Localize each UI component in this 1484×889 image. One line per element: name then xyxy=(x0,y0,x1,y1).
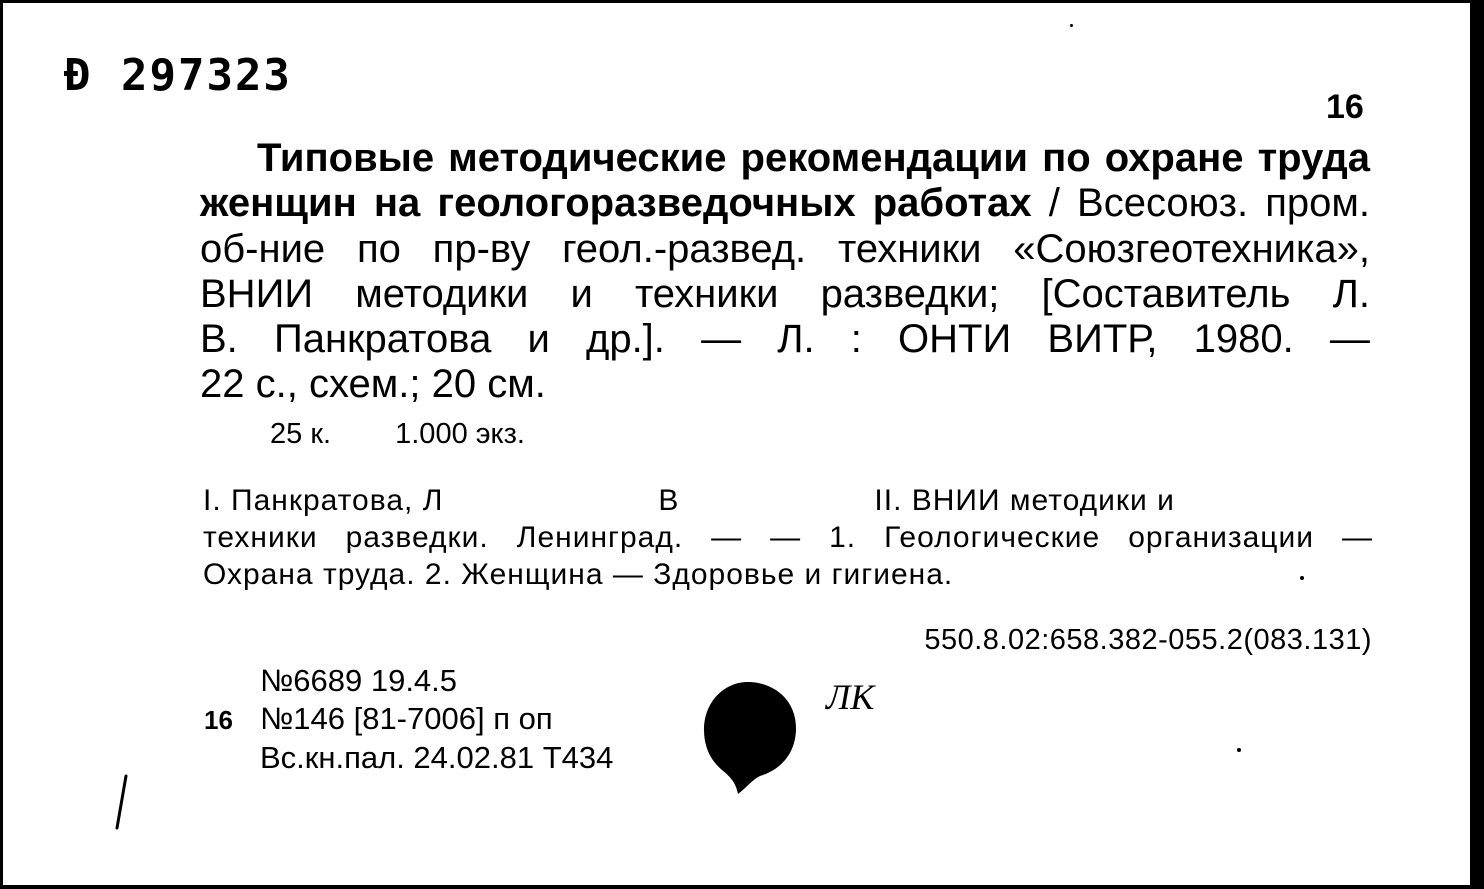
entry-line xyxy=(200,272,1370,317)
word: — xyxy=(770,521,802,554)
word: — xyxy=(701,317,742,362)
word: II. ВНИИ методики и xyxy=(874,484,1175,517)
order-row xyxy=(204,739,613,777)
speck xyxy=(1300,576,1304,580)
order-prefix: 16 xyxy=(204,705,233,735)
word: работах xyxy=(872,181,1032,226)
word: женщин xyxy=(200,181,357,226)
word: Всесоюз. xyxy=(1077,181,1249,226)
entry-line xyxy=(200,362,1370,407)
bibliographic-entry xyxy=(200,136,1370,451)
price-line xyxy=(200,418,1370,451)
word: геол.-развед. xyxy=(562,226,807,271)
word: 22 с., схем.; 20 см. xyxy=(200,362,546,407)
word: — xyxy=(1329,317,1370,362)
pencil-slash-mark xyxy=(112,774,132,834)
word: : xyxy=(850,317,862,362)
order-text: №146 [81-7006] п оп xyxy=(260,701,553,736)
word: Л. xyxy=(1332,271,1370,316)
word: ОНТИ xyxy=(898,317,1012,362)
word: техники xyxy=(634,271,779,316)
word: Типовые xyxy=(257,136,435,180)
order-row xyxy=(204,662,613,700)
word: охране xyxy=(1104,136,1244,180)
ink-blot-shape xyxy=(702,680,798,796)
word: по xyxy=(356,226,401,271)
word: Охрана труда. 2. Женщина — Здоровье и гигиена. xyxy=(203,558,954,591)
order-text: №6689 19.4.5 xyxy=(260,663,458,698)
call-number: Ð 297323 xyxy=(64,50,292,101)
word: — xyxy=(711,521,743,554)
word: 1980. xyxy=(1193,317,1294,362)
order-row xyxy=(204,700,613,739)
order-text: Вс.кн.пал. 24.02.81 Т434 xyxy=(260,740,614,775)
word: разведки. xyxy=(345,521,489,554)
word: организации xyxy=(1128,521,1314,554)
ink-blot xyxy=(702,680,798,800)
entry-line xyxy=(200,181,1370,226)
tracing-line xyxy=(203,519,1373,556)
word: геологоразведочных xyxy=(437,181,856,226)
word: труда xyxy=(1257,136,1370,180)
word: Ленинград. xyxy=(516,521,684,554)
word: ВИТР, xyxy=(1047,317,1158,362)
word: рекомендации xyxy=(740,136,1029,180)
tracings xyxy=(203,482,1373,593)
word: методики xyxy=(355,271,529,316)
word: разведки; xyxy=(820,271,1000,316)
word: — xyxy=(1341,521,1373,554)
word: В xyxy=(658,484,680,517)
word: 1. xyxy=(829,521,857,554)
word: техники xyxy=(837,226,982,271)
word: ВНИИ xyxy=(200,271,314,316)
word: / xyxy=(1048,181,1060,226)
copies: 1.000 экз. xyxy=(395,417,525,450)
entry-line xyxy=(200,136,1370,181)
word: «Союзгеотехника», xyxy=(1013,226,1370,271)
word: и xyxy=(570,271,593,316)
word: техники xyxy=(203,521,318,554)
word: Л. xyxy=(777,317,815,362)
udc-code: 550.8.02:658.382-055.2(083.131) xyxy=(924,624,1372,656)
word: В. xyxy=(200,317,238,362)
handwritten-initials: ЛК xyxy=(826,677,875,717)
slash-mark-shape xyxy=(112,774,132,830)
page-count: 16 xyxy=(1326,88,1364,126)
word: I. Панкратова, Л xyxy=(203,484,444,517)
speck xyxy=(1237,748,1241,752)
word: методические xyxy=(448,136,727,180)
entry-line xyxy=(200,227,1370,272)
word: др.]. xyxy=(585,317,665,362)
entry-line xyxy=(200,317,1370,362)
word: по xyxy=(1042,136,1091,180)
word: пр-ву xyxy=(432,226,531,271)
tracing-line xyxy=(203,556,1373,593)
word: [Составитель xyxy=(1041,271,1291,316)
tracing-line xyxy=(203,482,1373,519)
word: и xyxy=(527,317,550,362)
word: Панкратова xyxy=(273,317,492,362)
speck xyxy=(1070,24,1073,27)
word: об-ние xyxy=(200,226,326,271)
word: пром. xyxy=(1265,181,1370,226)
word: Геологические xyxy=(884,521,1101,554)
price: 25 к. xyxy=(270,417,332,450)
word: на xyxy=(373,181,421,226)
order-block xyxy=(204,662,613,777)
